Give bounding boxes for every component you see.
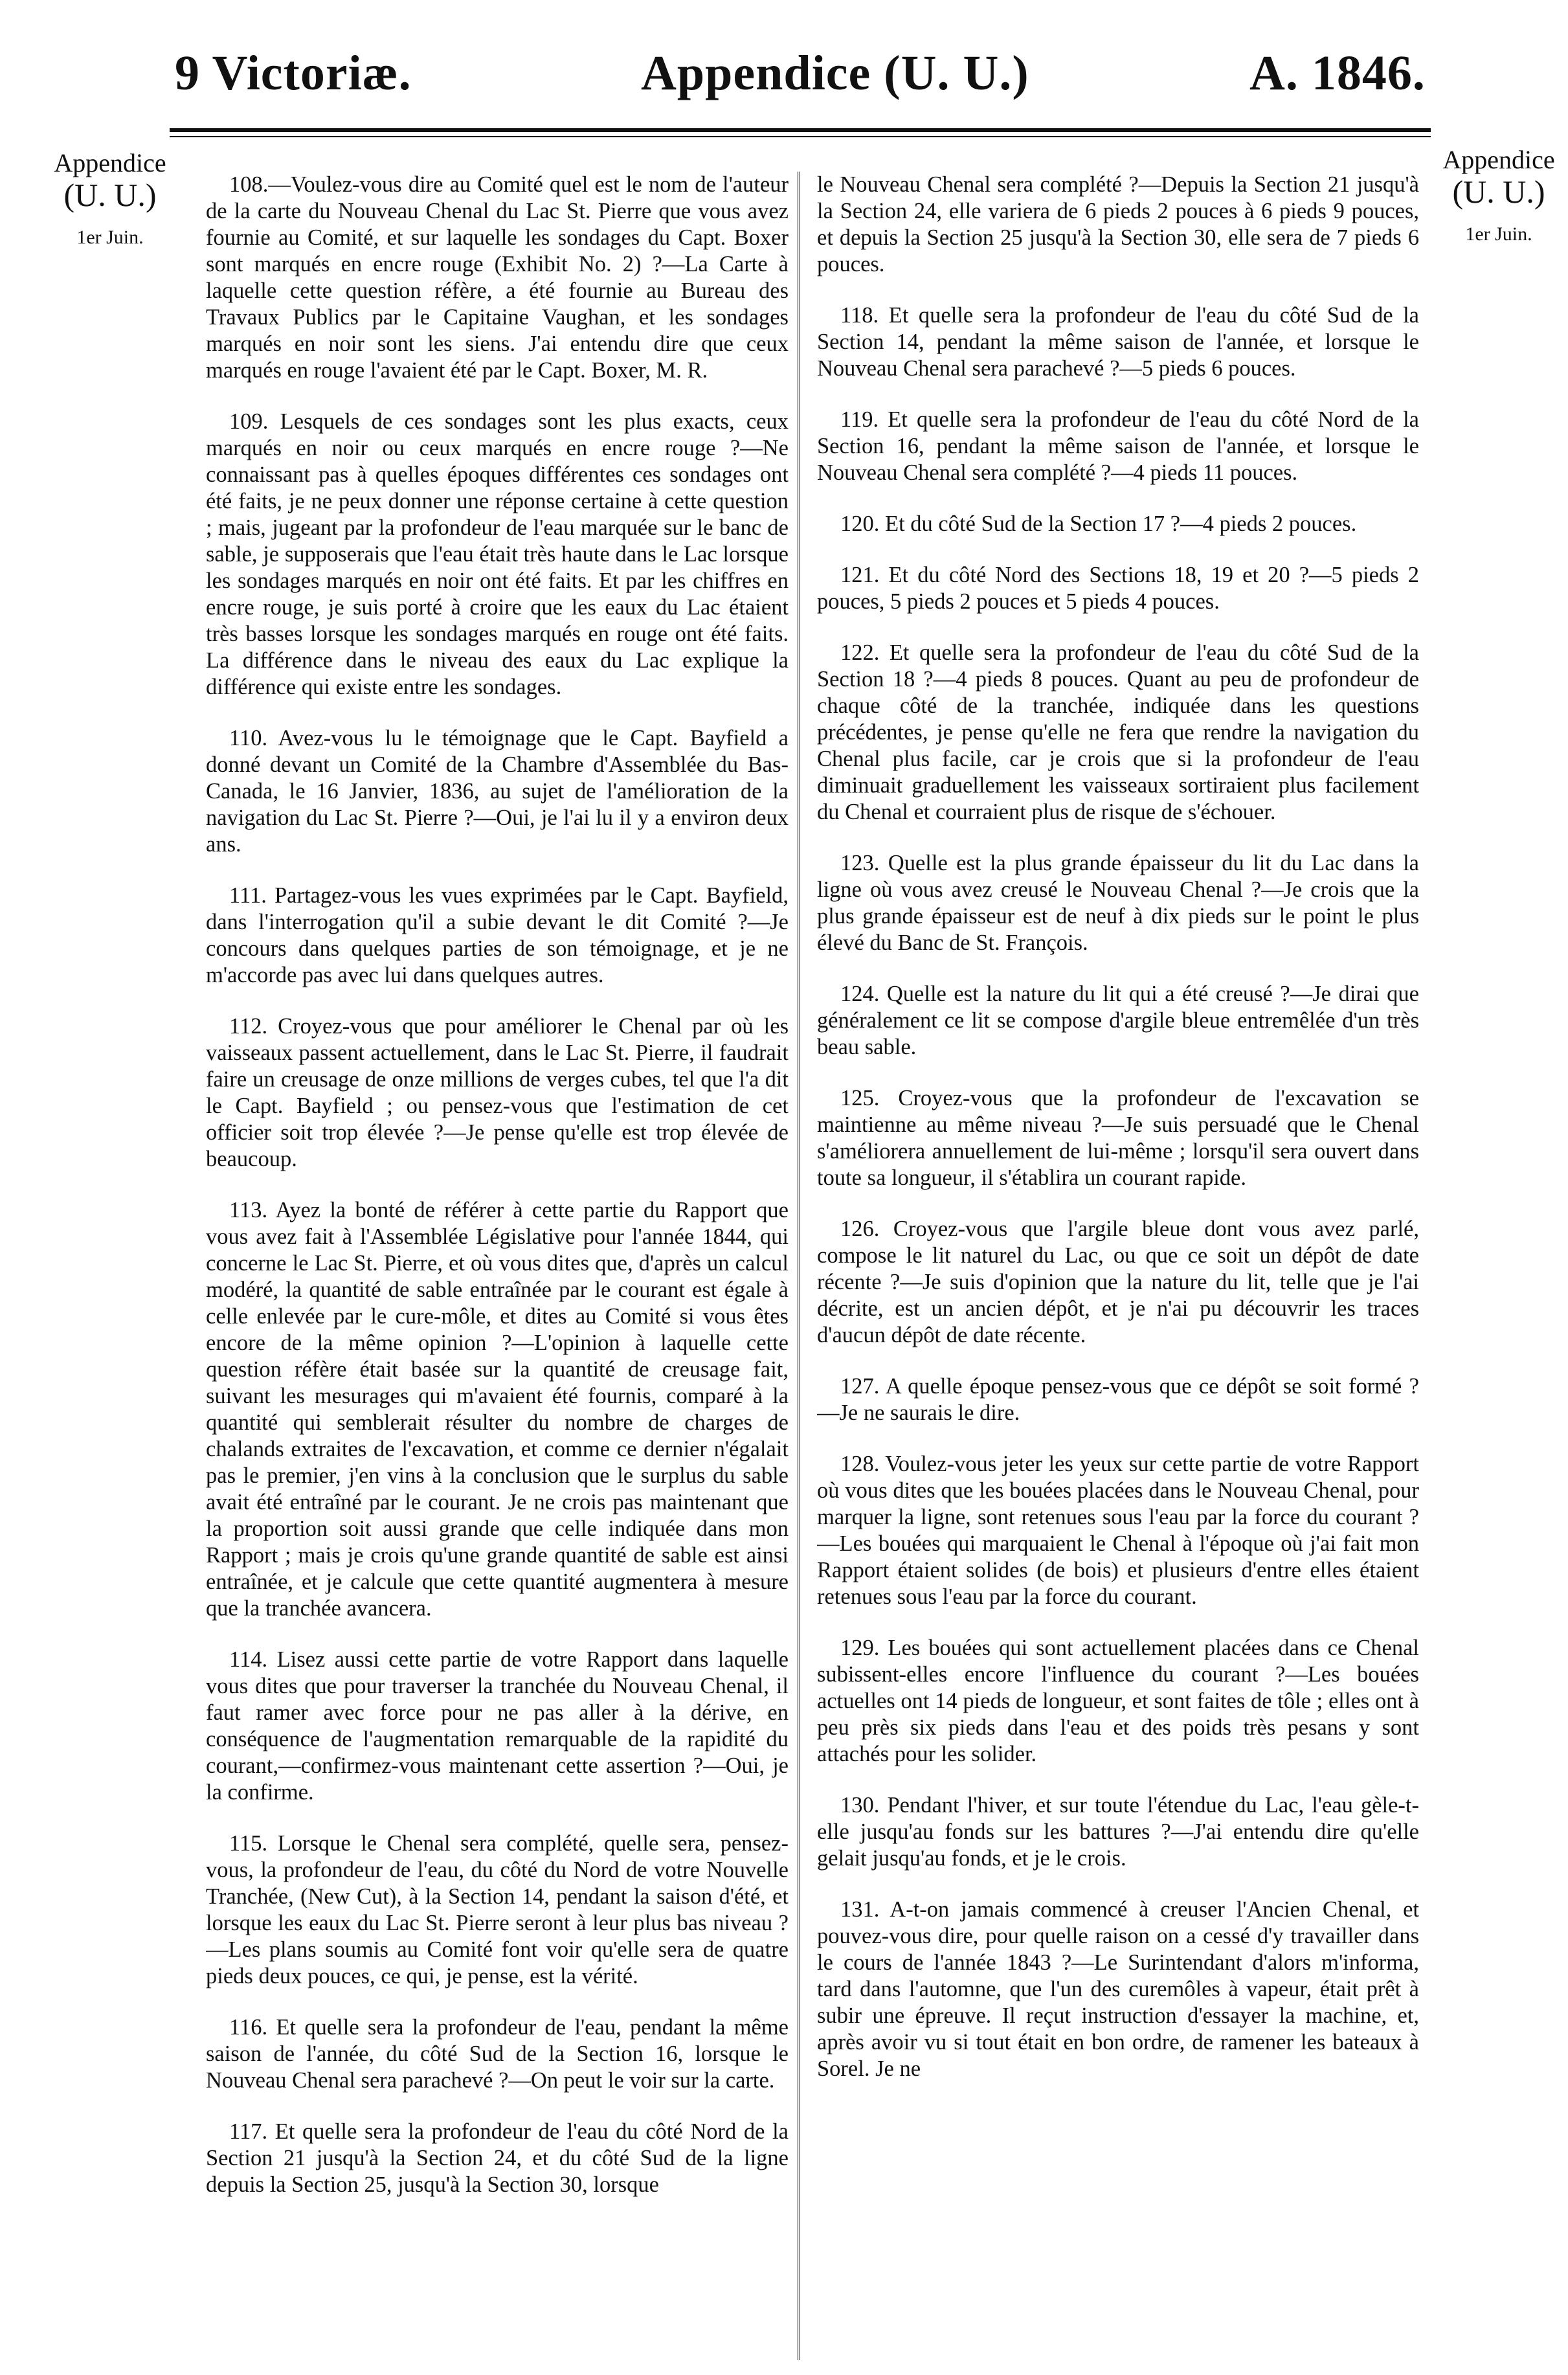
question-126: 126. Croyez-vous que l'argile bleue dont vous avez parlé, compose le lit naturel du Lac, ou que ce soit un dépôt de date récente ?—Je suis d'opinion que la nature du lit, telle que je l'ai décrite, est un ancien dépôt, et je n'ai pu découvrir les traces d'aucun dépôt de date récente. [817,1217,1419,1347]
left-margin-note [45,149,175,249]
column-divider [798,172,800,2360]
question-117: 117. Et quelle sera la profondeur de l'eau du côté Nord de la Section 21 jusqu'à la Section 24, et du côté Sud de la ligne depuis la Section 25, jusqu'à la Section 30, lorsque [206,2119,789,2197]
question-114: 114. Lisez aussi cette partie de votre Rapport dans laquelle vous dites que pour traverser la tranchée du Nouveau Chenal, il faut ramer avec force pour ne pas aller à la dérive, en conséquence de l'augmentation remarquable de la rapidité du courant,—confirmez-vous maintenant cette assertion ?—Oui, je la confirme. [206,1647,789,1805]
question-120: 120. Et du côté Sud de la Section 17 ?—4 pieds 2 pouces. [840,512,1357,536]
question-123: 123. Quelle est la plus grande épaisseur du lit du Lac dans la ligne où vous avez creusé le Nouveau Chenal ?—Je crois que la plus grande épaisseur est de neuf à dix pieds sur le point le plus élevé du Banc de St. François. [817,851,1419,955]
question-122: 122. Et quelle sera la profondeur de l'eau du côté Sud de la Section 18 ?—4 pieds 8 pouces. Quant au peu de profondeur de chaque côté de la tranchée, indiquée dans les questions précédentes, je pense qu'elle ne fera que rendre la navigation du Chenal plus facile, car je crois que si la profondeur de l'eau diminuait graduellement les vaisseaux sortiraient plus facilement du Chenal et courraient plus de risque de s'échouer. [817,640,1419,824]
question-128: 128. Voulez-vous jeter les yeux sur cette partie de votre Rapport où vous dites que les bouées placées dans le Nouveau Chenal, pour marquer la ligne, sont retenues sous l'eau par la force du courant ?—Les bouées qui marquaient le Chenal à l'époque où j'ai fait mon Rapport étaient solides (de bois) et plusieurs d'entre elles étaient retenues sous l'eau par la force du courant. [817,1452,1419,1609]
question-109: 109. Lesquels de ces sondages sont les plus exacts, ceux marqués en noir ou ceux marqués en encre rouge ?—Ne connaissant pas à quelles époques différentes ces sondages ont été faits, je ne peux donner une réponse certaine à cette question ; mais, jugeant par la profondeur de l'eau marquée sur le banc de sable, je supposerais que l'eau était très haute dans le Lac lorsque les sondages marqués en noir ont été faits. Et par les chiffres en encre rouge, je suis porté à croire que les eaux du Lac étaient très basses lorsque les sondages marqués en rouge ont été faits. La différence dans le niveau des eaux du Lac explique la différence qui existe entre les sondages. [206,409,789,699]
question-124: 124. Quelle est la nature du lit qui a été creusé ?—Je dirai que généralement ce lit se compose d'argile bleue entremêlée d'un très beau sable. [817,982,1419,1059]
question-130: 130. Pendant l'hiver, et sur toute l'étendue du Lac, l'eau gèle-t-elle jusqu'au fonds sur les battures ?—J'ai entendu dire qu'elle gelait jusqu'au fonds, et je le crois. [817,1793,1419,1871]
page-header [0,39,1568,110]
header-rule-thick [170,128,1431,132]
margin-appendice: Appendice [1442,145,1555,174]
question-129: 129. Les bouées qui sont actuellement placées dans ce Chenal subissent-elles encore l'influence du courant ?—Les bouées actuelles ont 14 pieds de longueur, et sont faites de tôle ; elles ont à peu près six pieds dans l'eau et des poids très pesans y sont attachés pour les solider. [817,1636,1419,1766]
margin-appendice: Appendice [54,148,166,177]
header-rule-thin [170,136,1431,137]
question-125: 125. Croyez-vous que la profondeur de l'excavation se maintienne au même niveau ?—Je suis persuadé que le Chenal s'améliorera annuellement de lui-même ; lorsqu'il sera ouvert dans toute sa longueur, il s'établira un courant rapide. [817,1086,1419,1190]
question-110: 110. Avez-vous lu le témoignage que le Capt. Bayfield a donné devant un Comité de la Chambre d'Assemblée du Bas-Canada, le 16 Janvier, 1836, au sujet de l'amélioration de la navigation du Lac St. Pierre ?—Oui, je l'ai lu il y a environ deux ans. [206,726,789,857]
question-116: 116. Et quelle sera la profondeur de l'eau, pendant la même saison de l'année, du côté Sud de la Section 16, lorsque le Nouveau Chenal sera parachevé ?—On peut le voir sur la carte. [206,2015,789,2093]
question-115: 115. Lorsque le Chenal sera complété, quelle sera, pensez-vous, la profondeur de l'eau, du côté du Nord de votre Nouvelle Tranchée, (New Cut), à la Section 14, pendant la saison d'été, et lorsque les eaux du Lac St. Pierre seront à leur plus bas niveau ?—Les plans soumis au Comité font voir qu'elle sera de quatre pieds deux pouces, ce qui, je pense, est la vérité. [206,1831,789,1988]
question-118: 118. Et quelle sera la profondeur de l'eau du côté Sud de la Section 14, pendant la même saison de l'année, et lorsque le Nouveau Chenal sera parachevé ?—5 pieds 6 pouces. [817,303,1419,381]
header-year: A. 1846. [1249,46,1426,100]
header-title: Appendice (U. U.) [641,46,1029,100]
left-column [206,172,789,2367]
question-113: 113. Ayez la bonté de référer à cette partie du Rapport que vous avez fait à l'Assemblée Législative pour l'année 1844, qui concerne le Lac St. Pierre, et où vous dites que, d'après un calcul modéré, la quantité de sable entraînée par le courant est égale à celle enlevée par le cure-môle, et dites au Comité si vous êtes encore de la même opinion ?—L'opinion à laquelle cette question réfère était basée sur la quantité de creusage fait, suivant les mesurages qui m'avaient été fournis, comparé à la quantité qui semblerait résulter du nombre de charges de chalands extraites de l'excavation, et comme ce dernier n'égalait pas le premier, j'en vins à la conclusion que le surplus du sable avait été entraîné par le courant. Je ne crois pas maintenant que la proportion soit aussi grande que celle indiquée dans mon Rapport ; mais je crois qu'une grande quantité de sable est ainsi entraînée, et je calcule que cette quantité augmentera à mesure que la tranchée avancera. [206,1198,789,1621]
header-session: 9 Victoriæ. [175,46,412,100]
question-131: 131. A-t-on jamais commencé à creuser l'Ancien Chenal, et pouvez-vous dire, pour quelle raison on a cessé d'y travailler dans le cours de l'année 1843 ?—Le Surintendant d'alors m'informa, tard dans l'automne, que l'un des curemôles à vapeur, était prêt à subir une épreuve. Il reçut instruction d'essayer la machine, et, après avoir vu si tout était en bon ordre, de ramener les bateaux à Sorel. Je ne [817,1897,1419,2081]
right-column [817,172,1419,2367]
question-117-continued: le Nouveau Chenal sera complété ?—Depuis la Section 21 jusqu'à la Section 24, elle variera de 6 pieds 2 pouces à 6 pieds 9 pouces, et depuis la Section 25 jusqu'à la Section 30, elle sera de 7 pieds 6 pouces. [817,172,1419,276]
question-108: 108.—Voulez-vous dire au Comité quel est le nom de l'auteur de la carte du Nouveau Chenal du Lac St. Pierre que vous avez fournie au Comité, et sur laquelle les sondages du Capt. Boxer sont marqués en encre rouge (Exhibit No. 2) ?—La Carte à laquelle cette question réfère, a été fournie au Bureau des Travaux Publics par le Capitaine Vaughan, et les sondages marqués en noir sont les siens. J'ai entendu dire que ceux marqués en rouge l'avaient été par le Capt. Boxer, M. R. [206,172,789,383]
margin-appendix-code: (U. U.) [63,177,157,213]
right-margin-note [1431,146,1567,245]
margin-date: 1er Juin. [76,227,144,248]
margin-date: 1er Juin. [1465,223,1532,245]
question-121: 121. Et du côté Nord des Sections 18, 19 et 20 ?—5 pieds 2 pouces, 5 pieds 2 pouces et 5 pieds 4 pouces. [817,563,1419,614]
question-119: 119. Et quelle sera la profondeur de l'eau du côté Nord de la Section 16, pendant la même saison de l'année, et lorsque le Nouveau Chenal sera complété ?—4 pieds 11 pouces. [817,407,1419,485]
question-127: 127. A quelle époque pensez-vous que ce dépôt se soit formé ?—Je ne saurais le dire. [817,1374,1419,1425]
margin-appendix-code: (U. U.) [1452,174,1545,210]
question-111: 111. Partagez-vous les vues exprimées par le Capt. Bayfield, dans l'interrogation qu'il a subie devant le dit Comité ?—Je concours dans quelques parties de son témoignage, et je ne m'accorde pas avec lui dans quelques autres. [206,883,789,987]
question-112: 112. Croyez-vous que pour améliorer le Chenal par où les vaisseaux passent actuellement, dans le Lac St. Pierre, il faudrait faire un creusage de onze millions de verges cubes, tel que l'a dit le Capt. Bayfield ; ou pensez-vous que l'estimation de cet officier soit trop élevée ?—Je pense qu'elle est trop élevée de beaucoup. [206,1014,789,1171]
